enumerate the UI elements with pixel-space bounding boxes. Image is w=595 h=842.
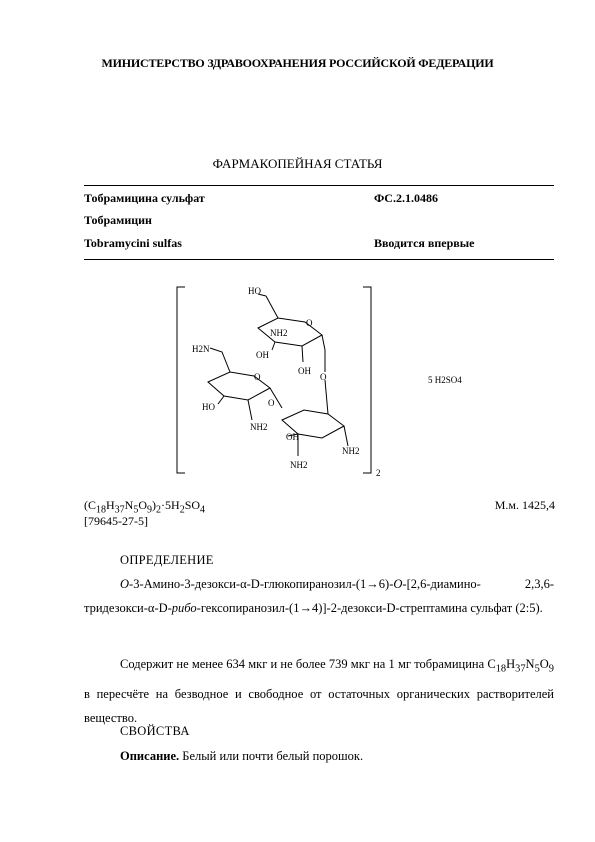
description-text: Описание. Белый или почти белый порошок. [120,749,364,763]
label-oh-right: OH [298,366,311,376]
drug-name-latin: Tobramycini sulfas [84,236,182,250]
article-code: ФС.2.1.0486 [374,191,438,205]
bracket-right [363,287,371,473]
section-definition-title: ОПРЕДЕЛЕНИЕ [120,553,214,567]
structural-formula [170,280,490,480]
content-text: Содержит не менее 634 мкг и не более 739 мкг на 1 мг тобрамицина $C_{18}H_{37}N_5O_9$ в пересчёте на безводное и свободное от остаточных органических растворителей вещество. [84,657,554,725]
label-o-ring1: O [306,318,313,328]
right-ring [282,380,348,456]
label-o-bridge2: O [268,398,275,408]
bracket-left [177,287,185,473]
ministry-header: МИНИСТЕРСТВО ЗДРАВООХРАНЕНИЯ РОССИЙСКОЙ ФЕДЕРАЦИИ [101,56,494,70]
label-ho-top: HO [248,286,261,296]
molecular-formula: $(C_{18}H_{37}N_5O_9)_2\cdot 5H_2SO_4$ [84,498,206,516]
label-nh2-top: NH2 [270,328,288,338]
divider-bottom [84,259,554,260]
label-nh2-mid: NH2 [250,422,268,432]
article-title: ФАРМАКОПЕЙНАЯ СТАТЬЯ [212,156,383,171]
salt-label: 5 H2SO4 [428,375,462,385]
label-o-bridge: O [320,372,327,382]
label-oh-low: OH [286,432,299,442]
drug-name-ru: Тобрамицина сульфат [84,191,205,205]
label-nh2-right: NH2 [342,446,360,456]
label-h2n: H2N [192,344,210,354]
top-ring [258,294,325,372]
article-status: Вводится впервые [374,236,475,250]
cas-number: [79645-27-5] [84,514,148,528]
definition-text: O-3-Амино-3-дезокси-α-D-глюкопиранозил-(1→6)-O-[2,6-диамино- 2,3,6-тридезокси-α-D-рибо-гексопиранозил-(1→4)]-2-дезокси-D-стрептамина сульфат (2:5). [84,577,554,615]
molecular-weight: М.м. 1425,4 [494,498,555,512]
bracket-subscript: 2 [376,468,381,478]
drug-alt-name: Тобрамицин [84,213,152,227]
divider-top [84,185,554,186]
section-properties-title: СВОЙСТВА [120,724,190,738]
label-oh-left: OH [256,350,269,360]
label-o-ring2: O [254,372,261,382]
label-ho-left: HO [202,402,215,412]
label-nh2-bottom: NH2 [290,460,308,470]
left-ring [208,348,282,420]
